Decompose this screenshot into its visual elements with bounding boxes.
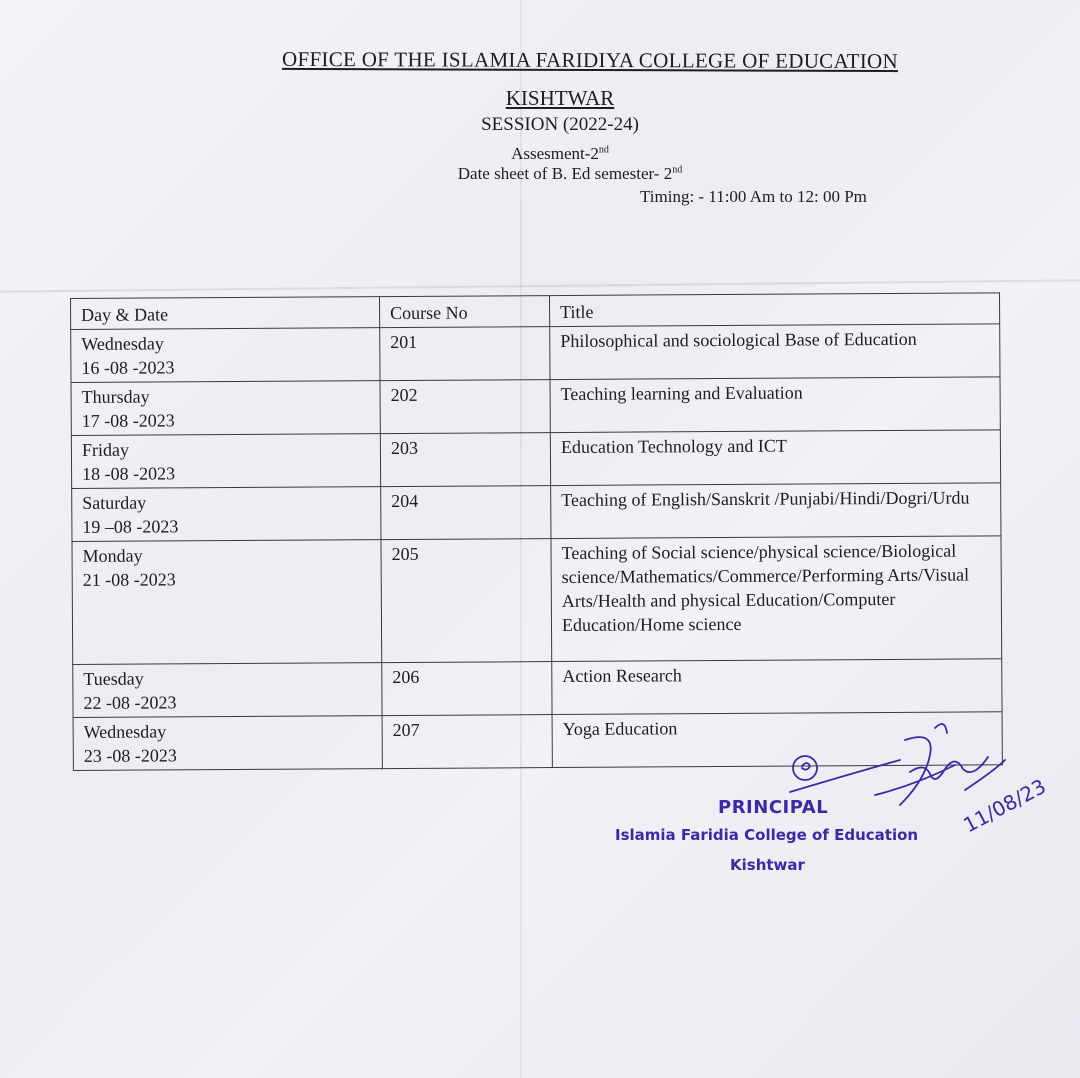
stamp-institution: Islamia Faridia College of Education	[615, 826, 919, 844]
date: 16 -08 -2023	[81, 357, 175, 378]
office-title: OFFICE OF THE ISLAMIA FARIDIYA COLLEGE OF EDUCATION	[281, 46, 899, 74]
date-sheet-line	[400, 164, 740, 184]
title-cell: Action Research	[552, 659, 1002, 715]
title-cell: Teaching of Social science/physical science/Biological science/Mathematics/Commerce/Performing Arts/Visual Arts/Health and physical Education/Computer Education/Home science	[551, 536, 1002, 662]
date: 21 -08 -2023	[82, 569, 176, 590]
course-no-cell: 204	[381, 486, 551, 540]
day-date-cell	[71, 328, 380, 383]
assessment-text: Assesment-2	[511, 144, 599, 163]
day-date-cell	[73, 716, 382, 771]
column-header-title: Title	[550, 293, 1000, 327]
day-date-cell	[71, 434, 380, 489]
day: Friday	[81, 439, 129, 460]
day: Thursday	[81, 386, 150, 407]
course-no-cell: 206	[382, 662, 552, 716]
column-header-course-no: Course No	[379, 296, 549, 328]
day-date-cell	[73, 663, 382, 718]
day-date-cell	[71, 381, 380, 436]
table-row	[71, 377, 1000, 436]
date: 17 -08 -2023	[81, 410, 175, 431]
date: 23 -08 -2023	[83, 745, 177, 766]
date: 18 -08 -2023	[82, 463, 176, 484]
schedule-table	[70, 292, 1003, 771]
day: Wednesday	[81, 333, 164, 354]
assessment-line	[440, 144, 680, 164]
session-line: SESSION (2022-24)	[481, 114, 639, 135]
table-row	[72, 536, 1002, 665]
date: 19 –08 -2023	[82, 516, 179, 537]
title-cell: Teaching learning and Evaluation	[550, 377, 1000, 433]
title-cell: Yoga Education	[552, 712, 1002, 768]
day: Wednesday	[83, 721, 167, 742]
day-date-cell	[72, 487, 381, 542]
date: 22 -08 -2023	[83, 692, 177, 713]
table-row	[73, 659, 1002, 718]
timing-line: Timing: - 11:00 Am to 12: 00 Pm	[640, 187, 867, 206]
stamp-place: Kishtwar	[730, 856, 805, 874]
day: Saturday	[82, 492, 147, 513]
date-sheet-text: Date sheet of B. Ed semester- 2	[457, 164, 673, 183]
title-cell: Philosophical and sociological Base of Education	[550, 324, 1000, 380]
course-no-cell: 207	[382, 715, 552, 769]
day: Tuesday	[83, 668, 144, 689]
signature-date: 11/08/23	[959, 773, 1050, 838]
date-sheet-sup: nd	[672, 164, 683, 176]
paper-fold	[0, 279, 1080, 292]
course-no-cell: 203	[380, 433, 550, 487]
day: Monday	[82, 545, 143, 566]
college-place: KISHTWAR	[505, 86, 615, 110]
assessment-sup: nd	[598, 144, 609, 156]
title-cell: Teaching of English/Sanskrit /Punjabi/Hindi/Dogri/Urdu	[551, 483, 1001, 539]
course-no-cell: 201	[380, 327, 550, 381]
table-row	[71, 430, 1000, 489]
stamp-title: PRINCIPAL	[718, 797, 829, 818]
course-no-cell: 205	[381, 539, 552, 663]
table-row	[71, 324, 1000, 383]
table-row	[72, 483, 1001, 542]
course-no-cell: 202	[380, 380, 550, 434]
column-header-day-date: Day & Date	[71, 297, 380, 330]
title-cell: Education Technology and ICT	[550, 430, 1000, 486]
day-date-cell	[72, 540, 382, 665]
